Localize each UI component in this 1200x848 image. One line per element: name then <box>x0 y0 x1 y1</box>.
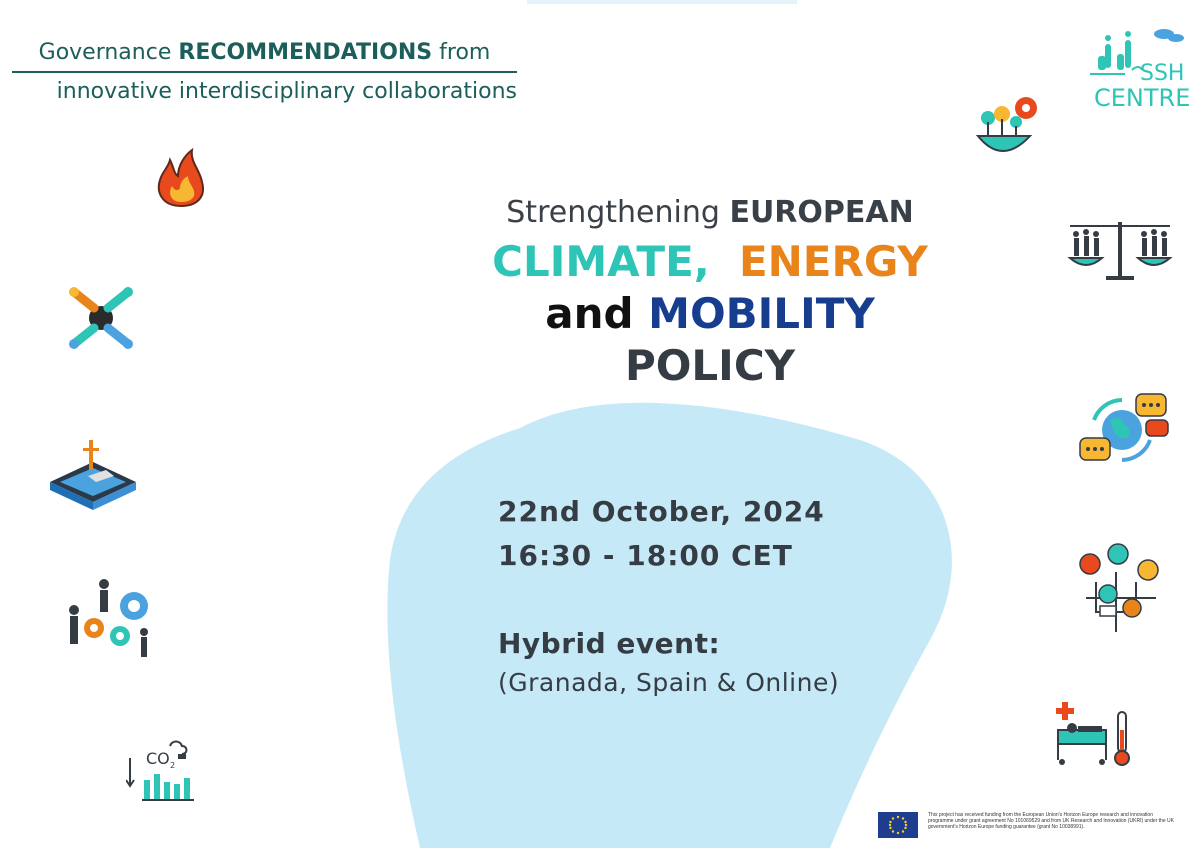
global-chat-icon <box>1076 390 1172 470</box>
header-line-1: Governance RECOMMENDATIONS from <box>38 40 491 65</box>
event-type: Hybrid event: <box>498 627 721 660</box>
svg-text:CENTRE: CENTRE <box>1094 84 1190 112</box>
svg-text:2: 2 <box>170 761 176 770</box>
title-line-3: and MOBILITY <box>545 289 875 338</box>
title-line-1: Strengthening EUROPEAN <box>506 195 914 230</box>
header-line-2: innovative interdisciplinary collaborations <box>56 79 517 104</box>
event-title <box>440 190 980 392</box>
title-line-2: CLIMATE, ENERGY <box>492 237 928 286</box>
balance-scale-people-icon <box>1066 218 1174 282</box>
ideas-network-icon <box>1076 542 1166 642</box>
fire-icon <box>152 148 210 208</box>
event-location: (Granada, Spain & Online) <box>498 668 840 697</box>
svg-text:SSH: SSH <box>1140 61 1185 86</box>
event-details <box>498 490 928 702</box>
flooded-island-icon <box>46 436 140 512</box>
collaboration-circle-icon <box>68 286 134 350</box>
svg-text:CO: CO <box>146 749 170 768</box>
eu-flag-icon <box>878 812 918 838</box>
title-line-4: POLICY <box>624 341 796 390</box>
event-date: 22nd October, 2024 <box>498 495 825 528</box>
header-rule <box>12 71 517 73</box>
header <box>12 38 517 107</box>
co2-reduction-icon <box>126 738 198 804</box>
people-gears-icon <box>62 576 152 660</box>
event-time: 16:30 - 18:00 CET <box>498 539 793 572</box>
funding-text: This project has received funding from the European Union's Horizon Europe research and innovation programme under grant agreement No 101069529 and from UK Research and Innovation (UKRI) under the UK government's Horizon Europe funding guarantee (grant No 10038991). <box>928 812 1174 830</box>
ssh-centre-logo <box>1080 26 1190 112</box>
planet-trees-gear-icon <box>972 94 1042 166</box>
hospital-bed-icon <box>1054 700 1134 768</box>
funding-acknowledgement <box>878 812 1178 842</box>
